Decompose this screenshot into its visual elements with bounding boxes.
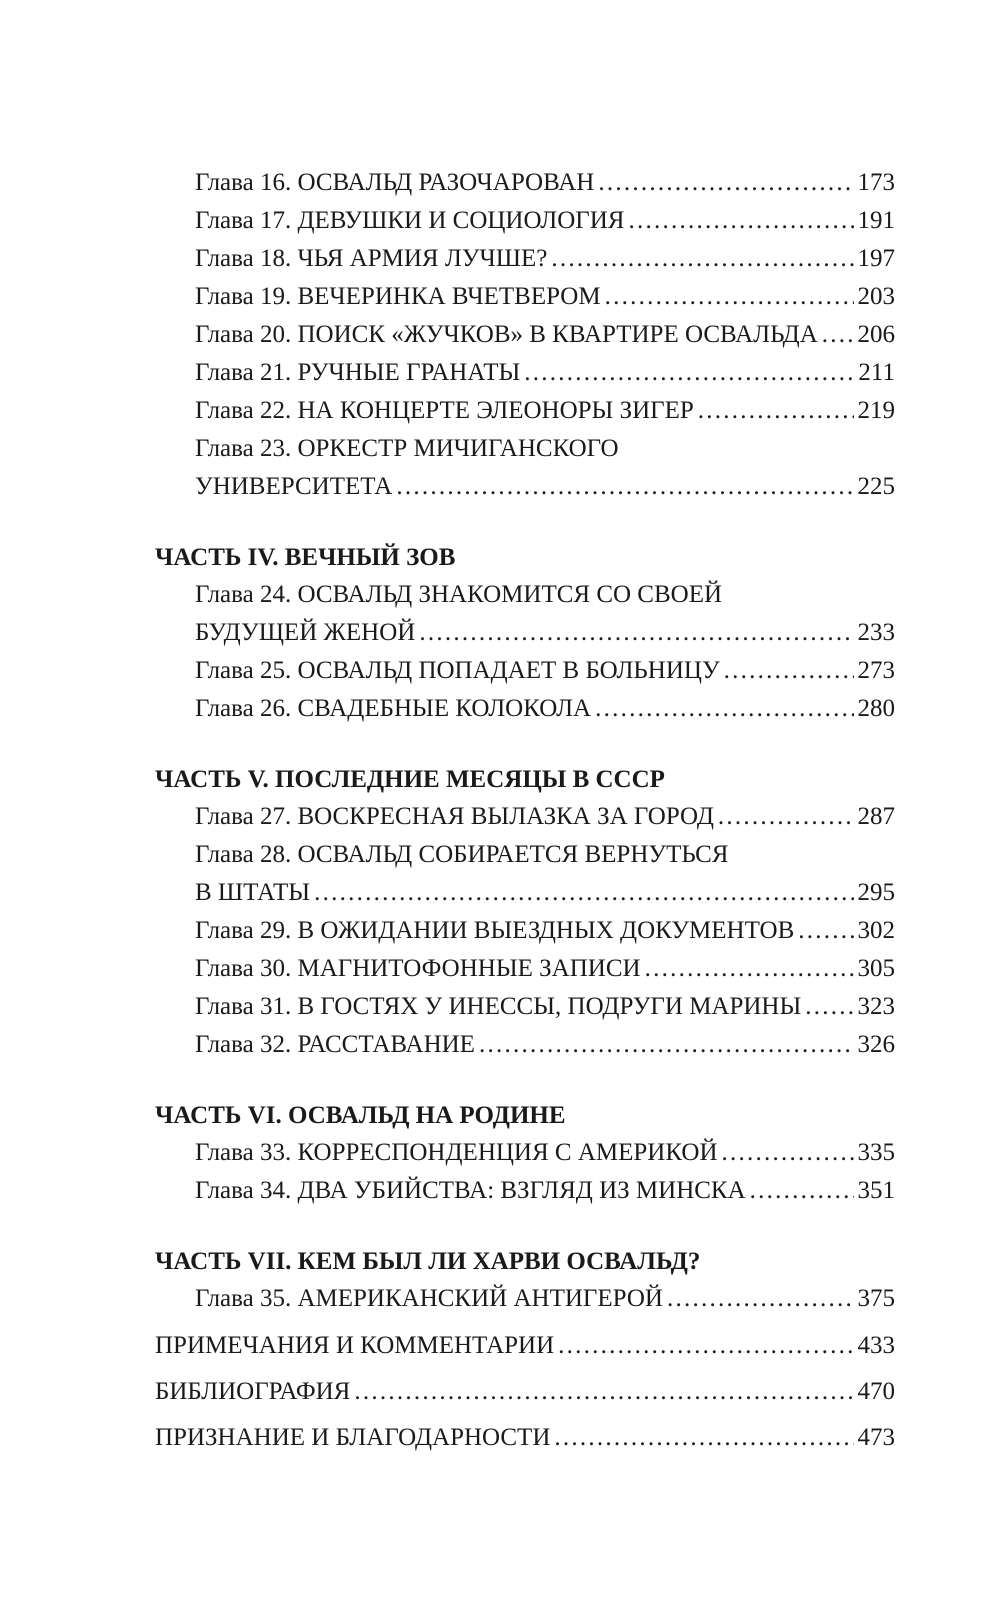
entry-title: Глава 31. В ГОСТЯХ У ИНЕССЫ, ПОДРУГИ МАРИНЫ [195, 993, 802, 1020]
dot-leader [628, 206, 853, 236]
toc-entry [195, 358, 895, 388]
entry-title: Глава 27. ВОСКРЕСНАЯ ВЫЛАЗКА ЗА ГОРОД [195, 803, 714, 830]
entry-title: Глава 29. В ОЖИДАНИИ ВЫЕЗДНЫХ ДОКУМЕНТОВ [195, 917, 795, 944]
entry-title: Глава 34. ДВА УБИЙСТВА: ВЗГЛЯД ИЗ МИНСКА [195, 1177, 746, 1204]
toc-entry [195, 992, 895, 1022]
entry-page: 326 [857, 1031, 895, 1058]
dot-leader [645, 954, 854, 984]
entry-title: Глава 18. ЧЬЯ АРМИЯ ЛУЧШЕ? [195, 245, 548, 272]
entry-page: 211 [858, 359, 895, 386]
entry-title: ПРИМЕЧАНИЯ И КОММЕНТАРИИ [155, 1332, 555, 1359]
entry-page: 470 [857, 1378, 895, 1405]
toc-entry [195, 618, 895, 648]
entry-page: 473 [857, 1424, 895, 1451]
entry-title-line1: Глава 28. ОСВАЛЬД СОБИРАЕТСЯ ВЕРНУТЬСЯ [195, 841, 729, 868]
toc-entry [195, 396, 895, 426]
entry-page: 173 [857, 169, 895, 196]
toc-entry [195, 916, 895, 946]
dot-leader [396, 472, 853, 502]
entry-title: Глава 25. ОСВАЛЬД ПОПАДАЕТ В БОЛЬНИЦУ [195, 657, 720, 684]
entry-page: 191 [857, 207, 895, 234]
dot-leader [314, 878, 853, 908]
toc-entry [195, 244, 895, 274]
dot-leader [698, 396, 854, 426]
entry-title: БУДУЩЕЙ ЖЕНОЙ [195, 619, 416, 646]
entry-title: Глава 26. СВАДЕБНЫЕ КОЛОКОЛА [195, 695, 592, 722]
toc-entry [195, 878, 895, 908]
dot-leader [479, 1030, 854, 1060]
dot-leader [724, 656, 854, 686]
dot-leader [558, 1331, 853, 1361]
entry-page: 197 [857, 245, 895, 272]
dot-leader [524, 358, 854, 388]
entry-title-line1: Глава 24. ОСВАЛЬД ЗНАКОМИТСЯ СО СВОЕЙ [195, 581, 723, 608]
entry-page: 225 [857, 473, 895, 500]
entry-page: 233 [857, 619, 895, 646]
toc-entry [195, 168, 895, 198]
toc-entry [155, 1423, 895, 1453]
part-heading: ЧАСТЬ IV. ВЕЧНЫЙ ЗОВ [155, 544, 456, 571]
entry-page: 335 [857, 1139, 895, 1166]
entry-title: В ШТАТЫ [195, 879, 311, 906]
toc-entry [195, 694, 895, 724]
dot-leader [718, 802, 854, 832]
entry-title: Глава 32. РАССТАВАНИЕ [195, 1031, 475, 1058]
toc-entry [195, 656, 895, 686]
entry-title: УНИВЕРСИТЕТА [195, 473, 393, 500]
dot-leader [554, 1423, 853, 1453]
entry-title-line1: Глава 23. ОРКЕСТР МИЧИГАНСКОГО [195, 435, 619, 462]
entry-page: 305 [857, 955, 895, 982]
entry-title: Глава 33. КОРРЕСПОНДЕНЦИЯ С АМЕРИКОЙ [195, 1139, 718, 1166]
entry-page: 351 [857, 1177, 895, 1204]
part-heading: ЧАСТЬ V. ПОСЛЕДНИЕ МЕСЯЦЫ В СССР [155, 766, 665, 793]
dot-leader [605, 282, 854, 312]
entry-title: Глава 21. РУЧНЫЕ ГРАНАТЫ [195, 359, 521, 386]
dot-leader [598, 168, 853, 198]
entry-page: 433 [857, 1332, 895, 1359]
toc-entry [195, 1030, 895, 1060]
dot-leader [798, 916, 853, 946]
toc-entry [195, 1284, 895, 1314]
dot-leader [805, 992, 853, 1022]
dot-leader [750, 1176, 854, 1206]
dot-leader [354, 1377, 853, 1407]
entry-title: Глава 17. ДЕВУШКИ И СОЦИОЛОГИЯ [195, 207, 625, 234]
part-heading: ЧАСТЬ VII. КЕМ БЫЛ ЛИ ХАРВИ ОСВАЛЬД? [155, 1248, 701, 1275]
toc-entry [155, 1377, 895, 1407]
entry-title: Глава 16. ОСВАЛЬД РАЗОЧАРОВАН [195, 169, 595, 196]
toc-entry [195, 1176, 895, 1206]
entry-title: Глава 30. МАГНИТОФОННЫЕ ЗАПИСИ [195, 955, 641, 982]
entry-title: Глава 22. НА КОНЦЕРТЕ ЭЛЕОНОРЫ ЗИГЕР [195, 397, 694, 424]
entry-page: 375 [857, 1285, 895, 1312]
dot-leader [551, 244, 853, 274]
dot-leader [419, 618, 853, 648]
entry-title: ПРИЗНАНИЕ И БЛАГОДАРНОСТИ [155, 1424, 551, 1451]
entry-title: Глава 19. ВЕЧЕРИНКА ВЧЕТВЕРОМ [195, 283, 601, 310]
dot-leader [595, 694, 853, 724]
entry-title: БИБЛИОГРАФИЯ [155, 1378, 351, 1405]
toc-entry [195, 954, 895, 984]
entry-title: Глава 20. ПОИСК «ЖУЧКОВ» В КВАРТИРЕ ОСВАЛЬДА [195, 321, 818, 348]
dot-leader [822, 320, 854, 350]
dot-leader [667, 1284, 854, 1314]
toc-entry [195, 472, 895, 502]
entry-page: 323 [857, 993, 895, 1020]
toc-entry [155, 1331, 895, 1361]
toc-entry [195, 282, 895, 312]
entry-page: 203 [857, 283, 895, 310]
entry-page: 287 [857, 803, 895, 830]
entry-page: 206 [857, 321, 895, 348]
entry-title: Глава 35. АМЕРИКАНСКИЙ АНТИГЕРОЙ [195, 1285, 663, 1312]
entry-page: 273 [857, 657, 895, 684]
toc-entry [195, 802, 895, 832]
toc-entry [195, 1138, 895, 1168]
entry-page: 302 [857, 917, 895, 944]
part-heading: ЧАСТЬ VI. ОСВАЛЬД НА РОДИНЕ [155, 1102, 566, 1129]
entry-page: 280 [857, 695, 895, 722]
toc-entry [195, 206, 895, 236]
dot-leader [722, 1138, 854, 1168]
entry-page: 219 [857, 397, 895, 424]
toc-entry [195, 320, 895, 350]
entry-page: 295 [857, 879, 895, 906]
